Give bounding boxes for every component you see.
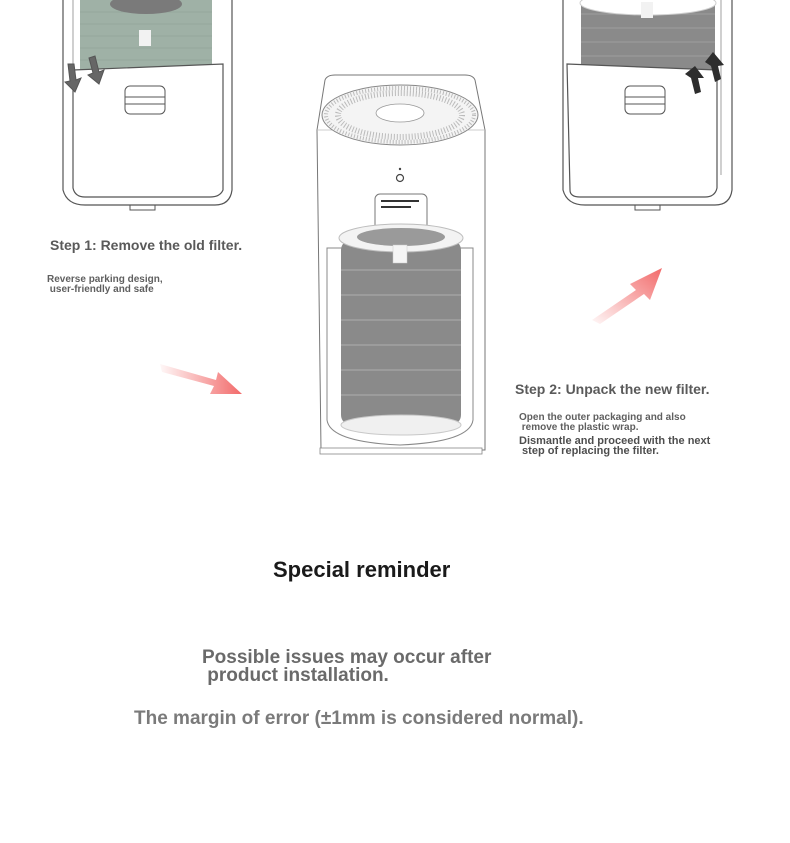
step1-note: Reverse parking design, user-friendly and safe: [47, 274, 163, 295]
step2-note-1: Open the outer packaging and also remove the plastic wrap.: [519, 412, 686, 433]
right-purifier-illustration: [555, 0, 745, 215]
step1-title: Step 1: Remove the old filter.: [50, 237, 243, 253]
possible-issues-text: Possible issues may occur after product installation.: [202, 647, 492, 686]
red-arrow-up-right-icon: [588, 262, 668, 324]
left-purifier-illustration: [55, 0, 245, 215]
center-purifier-illustration: [305, 70, 495, 460]
margin-of-error-text: The margin of error (±1mm is considered normal).: [134, 708, 584, 729]
special-reminder-title: Special reminder: [273, 557, 451, 582]
red-arrow-down-right-icon: [158, 358, 248, 400]
step2-note-2: Dismantle and proceed with the next step of replacing the filter.: [519, 435, 711, 457]
step2-title: Step 2: Unpack the new filter.: [515, 381, 710, 397]
